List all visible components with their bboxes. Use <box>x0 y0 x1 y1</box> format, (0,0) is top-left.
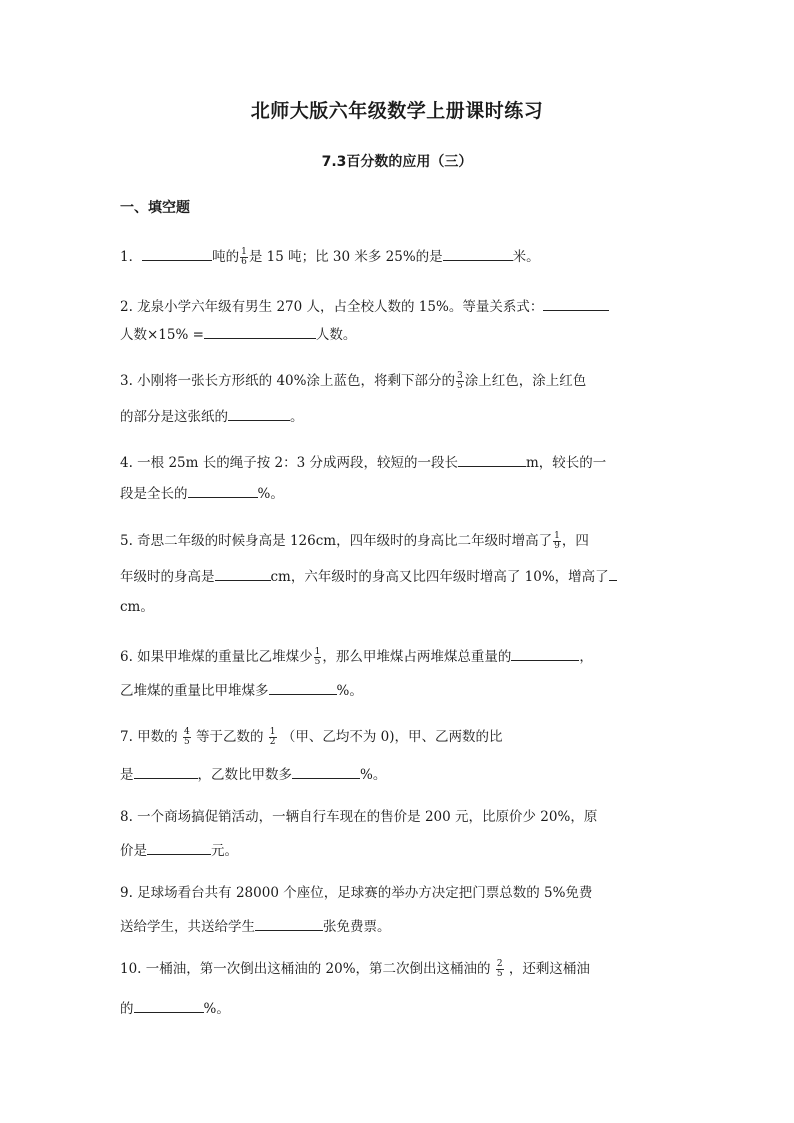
q6-blank-2[interactable] <box>269 680 337 695</box>
q2-blank-1[interactable] <box>543 296 609 311</box>
q8-text: 价是 <box>120 843 147 859</box>
question-6-line-2 <box>120 680 363 700</box>
q3-text: 3. 小刚将一张长方形纸的 40%涂上蓝色，将剩下部分的 <box>120 373 455 389</box>
q9-text: 送给学生，共送给学生 <box>120 919 255 935</box>
q1-blank-2[interactable] <box>443 246 513 261</box>
question-9-line-1 <box>120 884 592 902</box>
q6-text: ，那么甲堆煤占两堆煤总重量的 <box>322 649 512 665</box>
q2-text: 人数。 <box>315 327 357 343</box>
q7-text: （甲、乙均不为 0)，甲、乙两数的比 <box>281 729 503 745</box>
q8-text: 8. 一个商场搞促销活动，一辆自行车现在的售价是 200 元，比原价少 20%，原 <box>120 809 598 825</box>
fraction-denominator: 2 <box>269 737 276 747</box>
q10-text: %。 <box>203 1001 230 1017</box>
fraction-denominator: 5 <box>314 657 321 667</box>
fraction-denominator: 5 <box>496 969 503 979</box>
question-1 <box>120 246 540 267</box>
fraction-numerator: 1 <box>241 247 247 257</box>
question-3-line-2 <box>120 406 304 426</box>
question-5-line-1 <box>120 532 589 551</box>
q1-text: 吨的 <box>212 249 240 265</box>
q6-fraction <box>314 648 322 667</box>
fraction-numerator: 2 <box>496 959 503 969</box>
q9-blank[interactable] <box>255 916 323 931</box>
fraction-numerator: 1 <box>269 727 276 737</box>
q4-text: 段是全长的 <box>120 486 188 502</box>
question-4-line-1 <box>120 452 606 472</box>
question-5-line-2 <box>120 566 617 586</box>
question-3-line-1 <box>120 372 586 391</box>
fraction-denominator: 9 <box>554 541 560 551</box>
q4-text: %。 <box>257 486 284 502</box>
fraction-denominator: 5 <box>183 737 190 747</box>
lesson-subtitle: 7.3百分数的应用（三） <box>321 154 473 170</box>
q9-text: 张免费票。 <box>323 919 391 935</box>
q3-text: 。 <box>290 409 304 425</box>
q6-text: %。 <box>336 683 363 699</box>
question-2-line-1 <box>120 296 609 316</box>
q6-text: ， <box>579 649 593 665</box>
q5-text: cm，六年级时的身高又比四年级时增高了 10%，增高了 <box>270 569 609 585</box>
q2-text: 2. 龙泉小学六年级有男生 270 人，占全校人数的 15%。等量关系式： <box>120 299 544 315</box>
fraction-numerator: 3 <box>456 371 463 381</box>
page-title: 北师大版六年级数学上册课时练习 <box>250 100 544 122</box>
q5-fraction <box>553 532 561 551</box>
q10-blank[interactable] <box>134 998 204 1013</box>
q7-text: 等于乙数的 <box>196 729 264 745</box>
question-7-line-1 <box>120 728 502 747</box>
q4-blank-2[interactable] <box>188 483 258 498</box>
q10-fraction <box>496 960 504 979</box>
q4-blank-1[interactable] <box>458 452 526 467</box>
q5-text: 年级时的身高是 <box>120 569 215 585</box>
q3-text: 的部分是这张纸的 <box>120 409 228 425</box>
question-7-line-2 <box>120 764 386 784</box>
q4-text: m，较长的一 <box>526 455 607 471</box>
fraction-numerator: 1 <box>314 647 321 657</box>
question-10-line-1 <box>120 960 590 979</box>
q7-blank-1[interactable] <box>134 764 198 779</box>
q6-text: 6. 如果甲堆煤的重量比乙堆煤少 <box>120 649 313 665</box>
q8-blank[interactable] <box>147 840 211 855</box>
q5-text: 5. 奇思二年级的时候身高是 126cm，四年级时的身高比二年级时增高了 <box>120 533 553 549</box>
q10-text: 10. 一桶油，第一次倒出这桶油的 20%，第二次倒出这桶油的 <box>120 961 491 977</box>
q3-text: 涂上红色，涂上红色 <box>464 373 587 389</box>
q3-fraction <box>456 372 464 391</box>
question-6-line-1 <box>120 646 593 667</box>
q1-blank-1[interactable] <box>142 246 212 261</box>
q7-text: 7. 甲数的 <box>120 729 178 745</box>
q7-text: %。 <box>360 767 387 783</box>
fraction-denominator: 6 <box>241 257 247 267</box>
fraction-numerator: 1 <box>554 531 560 541</box>
q5-blank-1[interactable] <box>215 566 271 581</box>
q10-text: 的 <box>120 1001 134 1017</box>
question-10-line-2 <box>120 998 230 1018</box>
q1-text: 是 15 吨；比 30 米多 25%的是 <box>248 249 443 265</box>
q1-number: 1． <box>120 249 143 265</box>
q5-text: ，四 <box>561 533 589 549</box>
q9-text: 9. 足球场看台共有 28000 个座位，足球赛的举办方决定把门票总数的 5%免费 <box>120 885 593 901</box>
q8-text: 元。 <box>211 843 238 859</box>
question-8-line-2 <box>120 840 238 860</box>
q1-text: 米。 <box>512 249 540 265</box>
question-5-line-3 <box>120 598 154 616</box>
question-8-line-1 <box>120 808 597 826</box>
q4-text: 4. 一根 25m 长的绳子按 2：3 分成两段，较短的一段长 <box>120 455 458 471</box>
section-heading: 一、填空题 <box>120 200 190 216</box>
q6-text: 乙堆煤的重量比甲堆煤多 <box>120 683 269 699</box>
q7-fraction-1 <box>183 728 191 747</box>
question-9-line-2 <box>120 916 391 936</box>
q7-text: 是 <box>120 767 134 783</box>
q5-blank-2[interactable] <box>609 566 617 581</box>
fraction-denominator: 5 <box>456 381 463 391</box>
q3-blank[interactable] <box>228 406 290 421</box>
q10-text: ，还剩这桶油 <box>508 961 590 977</box>
q1-fraction <box>240 248 248 267</box>
q2-text: 人数×15% = <box>120 327 204 343</box>
q7-fraction-2 <box>269 728 277 747</box>
q5-text: cm。 <box>120 599 154 615</box>
q6-blank-1[interactable] <box>511 646 579 661</box>
q7-blank-2[interactable] <box>292 764 360 779</box>
question-4-line-2 <box>120 483 284 503</box>
q2-blank-2[interactable] <box>204 324 316 339</box>
q7-text: ，乙数比甲数多 <box>197 767 292 783</box>
fraction-numerator: 4 <box>183 727 190 737</box>
question-2-line-2 <box>120 324 356 344</box>
